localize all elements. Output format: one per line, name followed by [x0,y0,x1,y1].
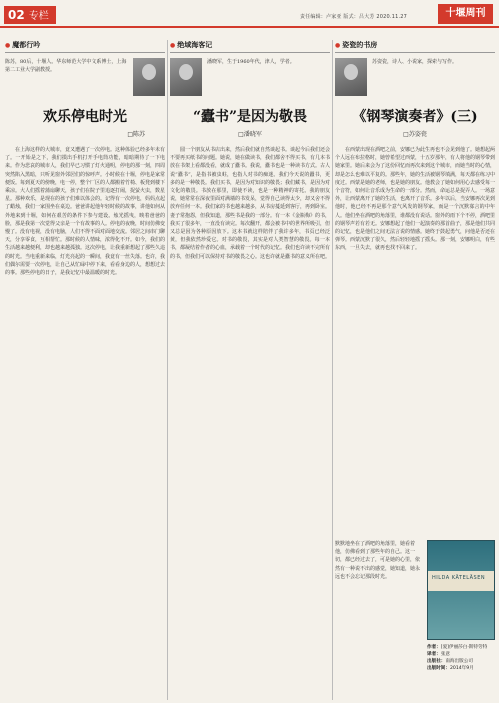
column-3 [335,40,495,700]
article-title: “蠹书”是因为敬畏 [192,109,308,125]
book-author-label: 作者： [427,645,441,650]
article-body: 圆一个朋友从书店出来，然后我们就自然谈起书。谈起今后我们还会不要再买纸书的问题。她说，她在做读书，我们都舍不得买书，有几本书放在书架上看都没看，就成了蠹书。我说，蠹书也是一种读书方式。古人说“蠹书”，是指书被虫蛀，也指人对书的痴迷。我们今天说的蠹书，更多的是一种敬畏。我们买书，是因为对知识的敬畏；我们藏书，是因为对文化的敬畏。书放在那里，即使不读，也是一种精神的寄托。我的朋友说，她常常在深夜里面对满墙的书发呆，觉得自己读得太少，却又舍不得放弃任何一本。我们家的书也越来越多，从书房蔓延到客厅，再到卧室。妻子常抱怨，但我知道，那些书是我的一部分。有一本《金瓶梅》的书，我买了很多年，一直没有读完。每次翻开，都会被书中的世界所吸引，但又总是因为各种原因放下。这本书就这样陪伴了我许多年，书页已经泛黄，但我依然珍爱它。对书的敬畏，其实是对人类智慧的敬畏。每一本书，都凝结着作者的心血，承载着一个时代的记忆。我们也许读不完所有的书，但我们可以保持对书的敬畏之心。这也许就是蠹书的意义所在吧。 [170,147,330,260]
author-portrait [335,58,367,96]
author-portrait [133,58,165,96]
article-title: 《钢琴演奏者》(三) [352,109,478,125]
book-date-label: 出版时间： [427,666,450,671]
page-number: 02 [8,8,25,22]
section-name: 专栏 [28,11,49,22]
article-title: 欢乐停电时光 [43,109,127,125]
book-cover-image [427,540,495,640]
author-box [5,58,165,96]
column-label: ● 魔都行吟 [5,40,165,53]
author-box [335,58,495,96]
book-date: 2014年9月 [449,666,474,671]
book-translator: 张意 [440,652,450,657]
column-label: ● 姿瓷的书房 [335,40,495,53]
book-translator-label: 译者： [427,652,441,657]
article-byline: □陈苏 [127,131,145,138]
column-label: ● 绝域海客记 [170,40,330,53]
author-bio: 潘晓军，生于1960年代，津人，学者。 [207,59,295,65]
page-header [0,0,499,28]
author-box [170,58,330,96]
column-1 [5,40,165,700]
book-info [427,644,495,672]
article-body: 在西蒙出现在酒吧之前，安娜已为此生再也不会见到他了。她想起两个人远在布拉格时，她曾希望过西蒙，十五岁那年，有人将他的钢琴带到她家里。她后来会为了这份回忆而再次来到这个城市，而她当时的心情，却是怎么也难以平复的。那些年，她的生活被钢琴填满，每天都在练习中度过。西蒙是她的老师，也是她的朋友。他教会了她如何用心去感受每一个音符，如何让音乐成为生命的一部分。然而，命运总是捉弄人。一场意外，让西蒙离开了她的生活，也离开了音乐。多年以后，当安娜再次见到他时，他已经不再是那个意气风发的钢琴家，而是一个沉默寡言的中年人。他们坐在酒吧的角落里，谁都没有说话。窗外的雨下个不停，酒吧里的钢琴声若有若无。安娜想起了他们一起演奏的那首曲子，那是他们共同的记忆，也是他们之间无法言说的情感。她终于鼓起勇气，问他是否还在弹琴。西蒙沉默了很久，然后轻轻地摇了摇头。那一刻，安娜明白，有些东西，一旦失去，就再也找不回来了。 [335,147,495,252]
author-bio: 苏姿瓷，诗人、小说家，探索与写作。 [372,59,458,65]
article-byline: □苏姿瓷 [403,131,427,138]
book-author: [爱]伊丽莎白·斯特劳特 [440,645,488,650]
book-publisher: 南海出版公司 [445,659,473,664]
masthead-logo: 十堰周刊 [438,4,493,24]
article-byline: □潘晓军 [238,131,262,138]
column-2 [170,40,330,700]
article-body: 在上海这样的大城市，竟又遭遇了一次停电。这种体验已经多年未有了。一开始是之下，我们摸出手机打开手电筒功能，暗暗期待了一下电来。作为悲哀的城市人，我们早已习惯了灯火通明，停电的那一刻，四周突然陷入黑暗，只听见窗外邻居们的惊呼声。小时候在十堰，停电是家常便饭。每到夏天的傍晚，电一停，整个厂区的人都搬着竹椅、板凳到楼下乘凉。大人们摇着蒲扇聊天，孩子们在院子里追逐打闹，捉萤火虫，数星星。那种欢乐，是现在的孩子们难以体会的。记得有一次停电，妈妈点起了蜡烛，我们一家围坐在桌边。爸爸讲起他年轻时候的故事，讲他如何从外地来到十堰，如何在艰苦的条件下参与建设。烛光摇曳，映着爸爸的脸，那是我第一次觉得父亲是一个有故事的人。停电的夜晚，时间仿佛变慢了。没有电视，没有电脑，人们不得不面对面地交流。邻居之间串门聊天，分享零食，互相帮忙。那时候的人情味，浓得化不开。如今，我们的生活越来越便利，却也越来越孤独。这次停电，让我重新想起了那些久违的时光。当电重新来临，灯光亮起的一瞬间，我竟有一丝失落。也许，我们偶尔需要一次停电，让自己从忙碌中停下来，看看身边的人，想想过去的事。那些停电的日子，是我记忆中最温暖的时光。 [5,147,165,277]
article-body-continued: 默默地坐在了酒吧的角落里，她看着他，仿佛看到了那些年的自己。这一切，都已经过去了，可是她的心里，依然有一种说不出的感觉，她知道，她永远也不会忘记那段时光。 [335,541,421,580]
author-portrait [170,58,202,96]
editor-meta: 责任编辑：卢家亚 版式：吕大芳 2020.11.27 [300,14,408,20]
page-number-badge [4,6,56,24]
column-divider [167,40,168,700]
author-bio: 陈苏，80后，十堰人。华东师范大学中文系博士，上海第二工业大学副教授。 [5,59,127,73]
book-cover-band [428,571,494,591]
book-feature [335,540,495,695]
book-cover-title: HILDA KÄTELÄSEN [432,575,486,581]
column-divider [332,40,333,700]
book-publisher-label: 出版社： [427,659,446,664]
